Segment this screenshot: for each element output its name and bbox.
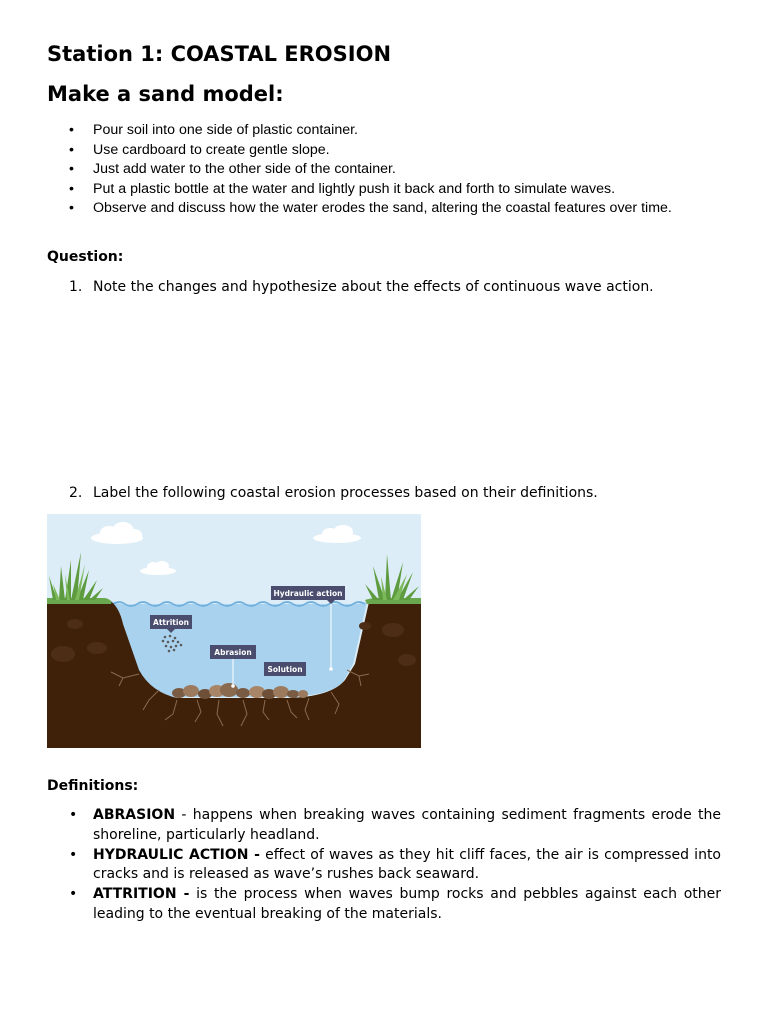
definitions-heading: Definitions: (47, 778, 139, 794)
coastal-erosion-diagram (47, 514, 421, 748)
list-item (47, 846, 721, 886)
label-solution (264, 662, 306, 676)
definition-term: ATTRITION - (93, 886, 190, 903)
list-item: • Use cardboard to create gentle slope. (47, 141, 707, 161)
label-text: Solution (267, 665, 303, 674)
definition-text: is the process when waves bump rocks and pebbles against each other leading to the eventual breaking of the materials. (93, 886, 721, 922)
definition-separator: - (175, 807, 193, 823)
pointer-dot (231, 684, 235, 688)
definition-term: ABRASION (93, 807, 176, 823)
list-item (47, 885, 721, 925)
section-title: Make a sand model: (47, 82, 284, 106)
list-item: • Just add water to the other side of the container. (47, 160, 707, 180)
label-text: Attrition (153, 618, 189, 627)
list-item: • Pour soil into one side of plastic container. (47, 121, 707, 141)
question-text: Note the changes and hypothesize about the effects of continuous wave action. (93, 279, 654, 295)
question-heading: Question: (47, 249, 124, 265)
label-abrasion (210, 645, 256, 659)
pointer-dot (329, 667, 333, 671)
definition-text: happens when breaking waves containing sediment fragments erode the shoreline, particularly headland. (93, 807, 722, 843)
definitions-list (47, 806, 721, 925)
question-number: 1. (69, 279, 83, 295)
list-item: • Put a plastic bottle at the water and lightly push it back and forth to simulate waves. (47, 180, 707, 200)
label-text: Hydraulic action (273, 589, 343, 598)
definition-term: HYDRAULIC ACTION - (93, 846, 260, 863)
list-item: • Observe and discuss how the water erodes the sand, altering the coastal features over time. (47, 199, 707, 219)
question-number: 2. (69, 485, 83, 501)
list-item (47, 806, 721, 846)
steps-list (47, 121, 707, 219)
label-text: Abrasion (214, 648, 252, 657)
definition-text: effect of waves as they hit cliff faces, the air is compressed into cracks and is released as wave’s rushes back seaward. (93, 846, 722, 883)
page-title: Station 1: COASTAL EROSION (47, 42, 392, 66)
question-text: Label the following coastal erosion processes based on their definitions. (93, 485, 598, 501)
